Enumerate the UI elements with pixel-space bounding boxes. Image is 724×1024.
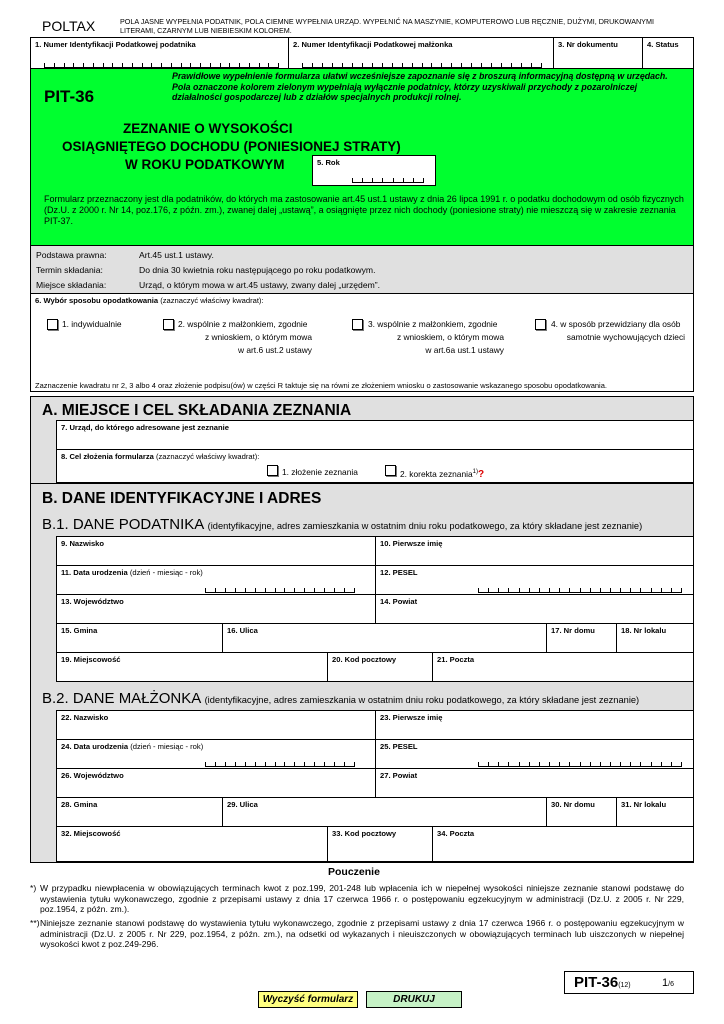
tick-mark	[83, 63, 84, 67]
tick-mark	[580, 588, 581, 592]
tick-mark	[245, 588, 246, 592]
form-purpose: Formularz przeznaczony jest dla podatników, do których ma zastosowanie art.45 ust.1 ustawy z dnia 26 lipca 1991 r. o podatku dochodowym od osób fizycznych (Dz.U. z 2000 r. Nr 14, poz.176, z późn. zm.), zwanej dalej „ustawą”, a osiągnięte przez nich dochody (poniesione straty) nie mieszczą się w zakresie zeznania PIT-37.	[44, 194, 684, 226]
tick-mark	[302, 63, 303, 67]
spouse-birth-date-ticks	[205, 762, 355, 767]
print-button[interactable]: DRUKUJ	[366, 991, 462, 1008]
field-spouse-pesel[interactable]: 25. PESEL	[375, 739, 694, 769]
tick-mark	[481, 63, 482, 67]
tick-mark	[539, 588, 540, 592]
tick-mark	[661, 588, 662, 592]
tick-mark	[422, 63, 423, 67]
field-nip-spouse[interactable]: 2. Numer Identyfikacji Podatkowej małżonka	[288, 37, 554, 69]
tick-mark	[259, 63, 260, 67]
tick-mark	[529, 762, 530, 766]
field-voivodeship[interactable]: 13. Województwo	[56, 594, 376, 624]
field-spouse-first-name[interactable]: 23. Pierwsze imię	[375, 710, 694, 740]
field-surname[interactable]: 9. Nazwisko	[56, 536, 376, 566]
tick-mark	[640, 588, 641, 592]
section-b-title: B. DANE IDENTYFIKACYJNE I ADRES	[42, 490, 322, 507]
tick-mark	[681, 588, 682, 592]
tick-mark	[491, 63, 492, 67]
tick-mark	[322, 63, 323, 67]
tick-mark	[531, 63, 532, 67]
deadline-value: Do dnia 30 kwietnia roku następującego po roku podatkowym.	[139, 265, 376, 275]
tick-mark	[334, 762, 335, 766]
tick-mark	[671, 588, 672, 592]
tick-mark	[265, 762, 266, 766]
tick-mark	[249, 63, 250, 67]
tick-mark	[73, 63, 74, 67]
field-birth-date[interactable]: 11. Data urodzenia (dzień - miesiąc - rok)	[56, 565, 376, 595]
notice-2: Niniejsze zeznanie stanowi podstawę do wystawienia tytułu wykonawczego, zgodnie z przepisami ustawy z dnia 17 czerwca 1966 r. o postępowaniu egzekucyjnym w administracji (Dz.U. z 2005 r. Nr 229, poz.1954, z późn. zm.), na odsetki od wykazanych i nieuiszczonych w obowiązujących terminach lub uiszczonych w niepełnej wysokości kwot z poz.249-296.	[40, 918, 684, 949]
tick-mark	[362, 63, 363, 67]
b2-title: B.2. DANE MAŁŻONKA (identyfikacyjne, adres zamieszkania w ostatnim dniu roku podatkowego, za który składane jest zeznanie)	[42, 690, 640, 707]
taxation-option-3: 3. wspólnie z małżonkiem, zgodnie z wnioskiem, o którym mowa w art.6a ust.1 ustawy	[368, 319, 504, 355]
tick-mark	[344, 588, 345, 592]
tick-mark	[354, 588, 355, 592]
tick-mark	[541, 63, 542, 67]
field-spouse-district[interactable]: 27. Powiat	[375, 768, 694, 798]
tick-mark	[508, 588, 509, 592]
purpose-submit-label: 1. złożenie zeznania	[282, 467, 358, 477]
field-spouse-voivodeship[interactable]: 26. Województwo	[56, 768, 376, 798]
clear-form-button[interactable]: Wyczyść formularz	[258, 991, 358, 1008]
tick-mark	[569, 762, 570, 766]
field-spouse-surname[interactable]: 22. Nazwisko	[56, 710, 376, 740]
field-year[interactable]: 5. Rok	[312, 155, 436, 186]
tick-mark	[294, 588, 295, 592]
page-number: 1/6	[662, 977, 674, 989]
tick-mark	[590, 762, 591, 766]
tick-mark	[501, 63, 502, 67]
tick-mark	[324, 588, 325, 592]
tick-mark	[681, 762, 682, 766]
tick-mark	[549, 588, 550, 592]
tick-mark	[610, 762, 611, 766]
field-spouse-postal-code[interactable]: 33. Kod pocztowy	[327, 826, 433, 862]
tick-mark	[441, 63, 442, 67]
field-status: 4. Status	[642, 37, 694, 69]
footer-code: PIT-36(12)	[574, 974, 631, 991]
tick-mark	[103, 63, 104, 67]
tick-mark	[461, 63, 462, 67]
tick-mark	[239, 63, 240, 67]
tick-mark	[284, 762, 285, 766]
tick-mark	[651, 588, 652, 592]
field-spouse-commune[interactable]: 28. Gmina	[56, 797, 223, 827]
spouse-pesel-ticks	[478, 762, 682, 767]
tick-mark	[235, 762, 236, 766]
tick-mark	[630, 762, 631, 766]
tick-mark	[412, 63, 413, 67]
tick-mark	[372, 63, 373, 67]
field-city[interactable]: 19. Miejscowość	[56, 652, 328, 682]
tick-mark	[284, 588, 285, 592]
instructions: POLA JASNE WYPEŁNIA PODATNIK, POLA CIEMNE WYPEŁNIA URZĄD. WYPEŁNIĆ NA MASZYNIE, KOMPUTEROWO LUB RĘCZNIE, DUŻYMI, DRUKOWANYMI LITERAMI, CZARNYM LUB NIEBIESKIM KOLOREM.	[120, 17, 654, 35]
field-street[interactable]: 16. Ulica	[222, 623, 547, 653]
tick-mark	[620, 588, 621, 592]
purpose-submit-checkbox[interactable]	[267, 465, 278, 476]
field-spouse-street[interactable]: 29. Ulica	[222, 797, 547, 827]
tick-mark	[304, 762, 305, 766]
tick-mark	[600, 762, 601, 766]
tick-mark	[314, 762, 315, 766]
tick-mark	[590, 588, 591, 592]
tick-mark	[229, 63, 230, 67]
tick-mark	[354, 762, 355, 766]
tick-mark	[64, 63, 65, 67]
tick-mark	[275, 588, 276, 592]
tick-mark	[235, 588, 236, 592]
place-label: Miejsce składania:	[36, 280, 107, 290]
year-ticks	[352, 178, 424, 183]
tick-mark	[278, 63, 279, 67]
tick-mark	[44, 63, 45, 67]
b1-title: B.1. DANE PODATNIKA (identyfikacyjne, adres zamieszkania w ostatnim dniu roku podatkowego, za który składane jest zeznanie)	[42, 516, 643, 533]
tick-mark	[210, 63, 211, 67]
field-commune[interactable]: 15. Gmina	[56, 623, 223, 653]
tick-mark	[529, 588, 530, 592]
tick-mark	[312, 63, 313, 67]
tick-mark	[431, 63, 432, 67]
legal-basis-value: Art.45 ust.1 ustawy.	[139, 250, 214, 260]
birth-date-ticks	[205, 588, 355, 593]
field-district[interactable]: 14. Powiat	[375, 594, 694, 624]
tick-mark	[392, 63, 393, 67]
tick-mark	[151, 63, 152, 67]
field-doc-number: 3. Nr dokumentu	[553, 37, 643, 69]
tick-mark	[488, 588, 489, 592]
tick-mark	[569, 588, 570, 592]
notice-marker-2: **)	[30, 918, 40, 928]
deadline-label: Termin składania:	[36, 265, 103, 275]
tick-mark	[132, 63, 133, 67]
tick-mark	[93, 63, 94, 67]
purpose-correction-label: 2. korekta zeznania$^{1)}$?	[400, 468, 485, 480]
notice-title: Pouczenie	[328, 866, 380, 878]
form-title-2: OSIĄGNIĘTEGO DOCHODU (PONIESIONEJ STRATY)	[62, 139, 401, 154]
field-spouse-apartment-number[interactable]: 31. Nr lokalu	[616, 797, 694, 827]
tick-mark	[275, 762, 276, 766]
field-house-number[interactable]: 17. Nr domu	[546, 623, 617, 653]
tick-mark	[372, 178, 373, 182]
purpose-correction-checkbox[interactable]	[385, 465, 396, 476]
field-spouse-house-number[interactable]: 30. Nr domu	[546, 797, 617, 827]
field-spouse-city[interactable]: 32. Miejscowość	[56, 826, 328, 862]
tick-mark	[402, 63, 403, 67]
tick-mark	[332, 63, 333, 67]
tick-mark	[225, 588, 226, 592]
tick-mark	[324, 762, 325, 766]
field-first-name[interactable]: 10. Pierwsze imię	[375, 536, 694, 566]
tick-mark	[640, 762, 641, 766]
field-post-office[interactable]: 21. Poczta	[432, 652, 694, 682]
form-code: PIT-36	[44, 87, 95, 106]
tick-mark	[519, 762, 520, 766]
tick-mark	[559, 588, 560, 592]
tick-mark	[539, 762, 540, 766]
field-postal-code[interactable]: 20. Kod pocztowy	[327, 652, 433, 682]
tick-mark	[521, 63, 522, 67]
tick-mark	[304, 588, 305, 592]
field-spouse-birth-date[interactable]: 24. Data urodzenia (dzień - miesiąc - rok)	[56, 739, 376, 769]
tick-mark	[519, 588, 520, 592]
tick-mark	[181, 63, 182, 67]
tick-mark	[403, 178, 404, 182]
tick-mark	[393, 178, 394, 182]
tick-mark	[478, 588, 479, 592]
tick-mark	[245, 762, 246, 766]
form-title-3: W ROKU PODATKOWYM	[125, 157, 285, 172]
place-value: Urząd, o którym mowa w art.45 ustawy, zwany dalej „urzędem”.	[139, 280, 381, 290]
tick-mark	[122, 63, 123, 67]
tick-mark	[294, 762, 295, 766]
tick-mark	[559, 762, 560, 766]
form-title-1: ZEZNANIE O WYSOKOŚCI	[123, 121, 293, 136]
taxation-option-2-checkbox[interactable]	[163, 319, 174, 330]
tick-mark	[112, 63, 113, 67]
tick-mark	[215, 588, 216, 592]
tick-mark	[451, 63, 452, 67]
taxation-option-2: 2. wspólnie z małżonkiem, zgodnie z wnioskiem, o którym mowa w art.6 ust.2 ustawy	[178, 319, 312, 355]
field-apartment-number[interactable]: 18. Nr lokalu	[616, 623, 694, 653]
notice-marker-1: *)	[30, 883, 37, 893]
field-nip-taxpayer[interactable]: 1. Numer Identyfikacji Podatkowej podatnika	[30, 37, 289, 69]
tick-mark	[225, 762, 226, 766]
taxation-option-1-checkbox[interactable]	[47, 319, 58, 330]
notice-1: W przypadku niewpłacenia w obowiązujących terminach kwot z poz.199, 201-248 lub wpłacenia ich w niepełnej wysokości niniejsze zeznanie stanowi podstawę do wystawienia tytułu wykonawczego, zgodnie z przepisami ustawy z dnia 17 czerwca 1966 r. o postępowaniu egzekucyjnym w administracji (Dz.U. z 2005 r. Nr 229, poz.1954, z późn. zm.).	[40, 883, 684, 914]
tick-mark	[200, 63, 201, 67]
tick-mark	[362, 178, 363, 182]
form-intro: Prawidłowe wypełnienie formularza ułatwi wcześniejsze zapoznanie się z broszurą informacyjną dostępną w urzędach. Pola oznaczone kolorem zielonym wypełniają wyłącznie podatnicy, którzy uzyskiwali przychody z pozarolniczej działalności gospodarczej lub z działów specjalnych produkcji rolnej.	[172, 71, 668, 103]
tick-mark	[382, 63, 383, 67]
tick-mark	[268, 63, 269, 67]
legal-basis-label: Podstawa prawna:	[36, 250, 107, 260]
field-pesel[interactable]: 12. PESEL	[375, 565, 694, 595]
tick-mark	[651, 762, 652, 766]
help-icon[interactable]: ?	[477, 468, 485, 480]
tick-mark	[620, 762, 621, 766]
tick-mark	[511, 63, 512, 67]
tick-mark	[600, 588, 601, 592]
tick-mark	[671, 762, 672, 766]
field-form-purpose: 8. Cel złożenia formularza (zaznaczyć właściwy kwadrat):	[56, 449, 694, 483]
taxation-option-3-checkbox[interactable]	[352, 319, 363, 330]
tick-mark	[610, 588, 611, 592]
tick-mark	[344, 762, 345, 766]
tick-mark	[190, 63, 191, 67]
tick-mark	[255, 762, 256, 766]
taxation-label: 6. Wybór sposobu opodatkowania (zaznaczyć właściwy kwadrat):	[35, 296, 264, 305]
tick-mark	[352, 178, 353, 182]
tick-mark	[142, 63, 143, 67]
tick-mark	[508, 762, 509, 766]
taxation-footnote: Zaznaczenie kwadratu nr 2, 3 albo 4 oraz złożenie podpisu(ów) w części R taktuje się na równi ze złożeniem wniosku o zastosowanie wskazanego sposobu opodatkowania.	[35, 381, 607, 390]
tick-mark	[171, 63, 172, 67]
tick-mark	[334, 588, 335, 592]
tick-mark	[498, 588, 499, 592]
tick-mark	[471, 63, 472, 67]
tick-mark	[488, 762, 489, 766]
pesel-ticks	[478, 588, 682, 593]
tick-mark	[161, 63, 162, 67]
tick-mark	[352, 63, 353, 67]
taxation-option-4-checkbox[interactable]	[535, 319, 546, 330]
field-tax-office[interactable]: 7. Urząd, do którego adresowane jest zeznanie	[56, 420, 694, 450]
tick-mark	[265, 588, 266, 592]
tick-mark	[661, 762, 662, 766]
taxation-option-1: 1. indywidualnie	[62, 319, 122, 329]
field-spouse-post-office[interactable]: 34. Poczta	[432, 826, 694, 862]
tick-mark	[382, 178, 383, 182]
tick-mark	[498, 762, 499, 766]
tick-mark	[630, 588, 631, 592]
taxation-option-4: 4. w sposób przewidziany dla osób samotnie wychowujących dzieci	[551, 319, 685, 342]
tick-mark	[205, 762, 206, 766]
tick-mark	[314, 588, 315, 592]
tick-mark	[220, 63, 221, 67]
section-a-title: A. MIEJSCE I CEL SKŁADANIA ZEZNANIA	[42, 402, 352, 419]
brand: POLTAX	[42, 18, 96, 34]
tick-mark	[478, 762, 479, 766]
tick-mark	[54, 63, 55, 67]
tick-mark	[580, 762, 581, 766]
tick-mark	[549, 762, 550, 766]
tick-mark	[423, 178, 424, 182]
tick-mark	[215, 762, 216, 766]
tick-mark	[413, 178, 414, 182]
tick-mark	[255, 588, 256, 592]
tick-mark	[205, 588, 206, 592]
tick-mark	[342, 63, 343, 67]
